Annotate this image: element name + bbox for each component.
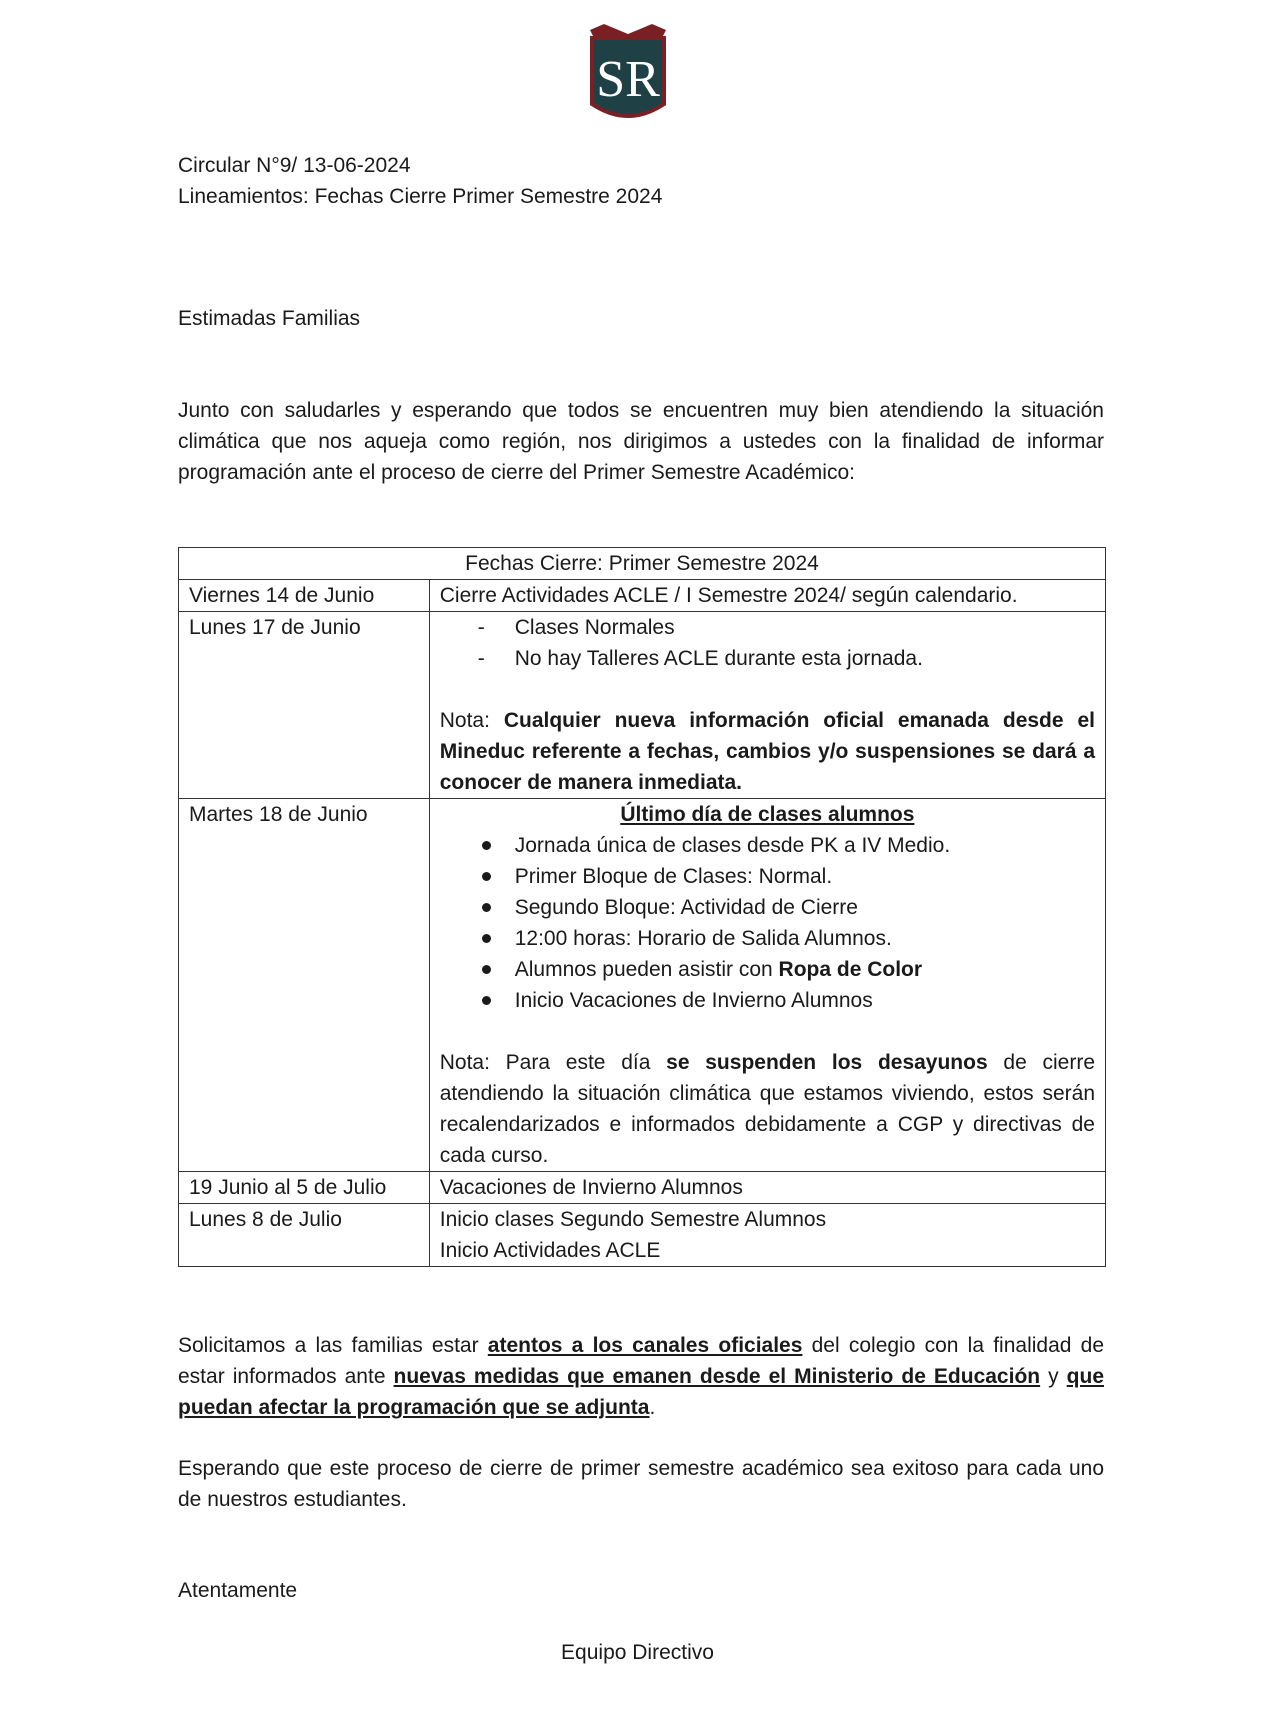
list-item: - No hay Talleres ACLE durante esta jornada. <box>440 643 1095 674</box>
emphasis-official-channels: atentos a los canales oficiales <box>487 1334 803 1357</box>
circular-subject: Lineamientos: Fechas Cierre Primer Semestre 2024 <box>178 185 663 208</box>
table-row <box>179 1204 1106 1267</box>
crest-letters: SR <box>596 51 660 108</box>
row-content: Vacaciones de Invierno Alumnos <box>429 1172 1105 1204</box>
note-prefix: Nota: Para este día <box>439 1051 667 1074</box>
note-prefix: Nota: <box>439 709 504 732</box>
row-date: Viernes 14 de Junio <box>179 580 430 612</box>
greeting: Estimadas Familias <box>178 307 361 330</box>
regards: Atentamente <box>178 1579 298 1602</box>
closing-paragraph-wishes: Esperando que este proceso de cierre de primer semestre académico sea exitoso para cada uno de nuestros estudiantes. <box>178 1457 1104 1511</box>
text-segment: Solicitamos a las familias estar <box>178 1334 488 1357</box>
row-content: Cierre Actividades ACLE / I Semestre 2024/ según calendario. <box>429 580 1105 612</box>
closing-paragraph-request <box>178 1330 1104 1423</box>
list-item: Inicio Vacaciones de Invierno Alumnos <box>440 985 1095 1016</box>
text-segment: y <box>1040 1365 1067 1388</box>
text-segment: del colegio con la finalidad de estar informados ante <box>178 1334 1105 1388</box>
table-title: Fechas Cierre: Primer Semestre 2024 <box>179 548 1106 580</box>
table-row <box>179 1172 1106 1204</box>
school-crest-logo <box>586 24 670 130</box>
list-item <box>440 954 1095 985</box>
crest-crown <box>590 24 666 38</box>
row-heading: Último día de clases alumnos <box>620 803 915 826</box>
row-content <box>429 1204 1105 1267</box>
item-prefix: Alumnos pueden asistir con <box>514 958 779 981</box>
emphasis-programming: que puedan afectar la programación que se adjunta <box>178 1365 1105 1419</box>
note-bold: se suspenden los desayunos <box>666 1051 988 1074</box>
row-date: Lunes 17 de Junio <box>179 612 430 799</box>
row-date: 19 Junio al 5 de Julio <box>179 1172 430 1204</box>
circular-number: Circular N°9/ 13-06-2024 <box>178 154 411 177</box>
list-item: Jornada única de clases desde PK a IV Medio. <box>440 830 1095 861</box>
circular-header <box>178 150 1098 212</box>
item-bold: Ropa de Color <box>778 958 923 981</box>
row-content <box>429 612 1105 799</box>
row-note <box>440 1047 1095 1171</box>
bullet-list <box>440 830 1095 1016</box>
emphasis-new-measures: nuevas medidas que emanen desde el Ministerio de Educación <box>393 1365 1041 1388</box>
intro-paragraph: Junto con saludarles y esperando que todos se encuentren muy bien atendiendo la situación climática que nos aqueja como región, nos dirigimos a ustedes con la finalidad de informar programación ante el proceso de cierre del Primer Semestre Académico: <box>178 399 1104 484</box>
schedule-table <box>178 547 1106 1267</box>
note-suffix: de cierre atendiendo la situación climática que estamos viviendo, estos serán recalendarizados e informados debidamente a CGP y directivas de cada curso. <box>439 1051 1096 1167</box>
note-bold: Cualquier nueva información oficial emanada desde el Mineduc referente a fechas, cambios y/o suspensiones se dará a conocer de manera inmediata. <box>439 709 1095 794</box>
table-title-row <box>179 548 1106 580</box>
signature: Equipo Directivo <box>561 1641 714 1664</box>
row-line: Inicio Actividades ACLE <box>439 1239 661 1262</box>
row-content <box>429 799 1105 1172</box>
row-note <box>440 705 1095 798</box>
table-row <box>179 799 1106 1172</box>
row-date: Lunes 8 de Julio <box>179 1204 430 1267</box>
list-item: - Clases Normales <box>440 612 1095 643</box>
list-item: Primer Bloque de Clases: Normal. <box>440 861 1095 892</box>
row-line: Inicio clases Segundo Semestre Alumnos <box>439 1208 827 1231</box>
text-segment: . <box>649 1396 656 1419</box>
list-item: 12:00 horas: Horario de Salida Alumnos. <box>440 923 1095 954</box>
dash-list <box>440 612 1095 674</box>
table-row <box>179 612 1106 799</box>
list-item: Segundo Bloque: Actividad de Cierre <box>440 892 1095 923</box>
table-row <box>179 580 1106 612</box>
row-date: Martes 18 de Junio <box>179 799 430 1172</box>
